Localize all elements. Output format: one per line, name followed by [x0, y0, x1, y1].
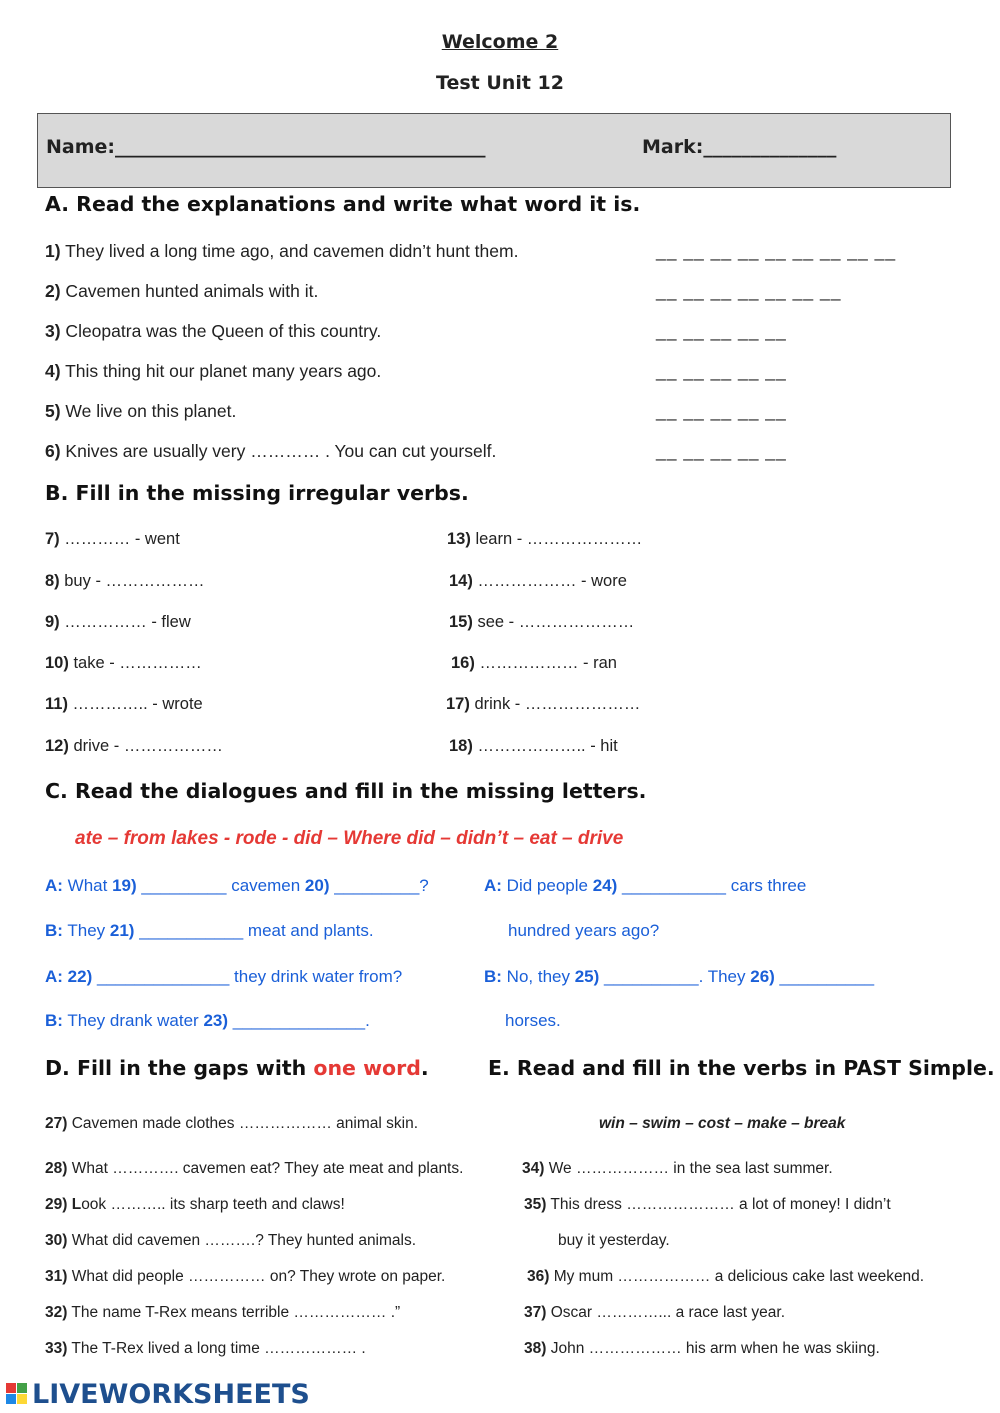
verb-item-18[interactable]: 18) ……………….. - hit — [449, 737, 618, 755]
verb-item-7[interactable]: 7) ………… - went — [45, 530, 180, 548]
verb-gap-35[interactable]: 35) This dress ………………… a lot of money! I didn’t — [524, 1196, 891, 1213]
question-6: 6) Knives are usually very ………… . You can cut yourself. — [45, 441, 497, 461]
dialogue-line: horses. — [505, 1011, 561, 1030]
dialogue-line: hundred years ago? — [508, 921, 660, 940]
liveworksheets-logo — [6, 1378, 310, 1410]
verb-item-16[interactable]: 16) ……………… - ran — [451, 654, 617, 672]
gap-item-31[interactable]: 31) What did people …………… on? They wrote on paper. — [45, 1268, 446, 1285]
gap-item-32[interactable]: 32) The name T-Rex means terrible ……………… .” — [45, 1304, 401, 1321]
logo-text: LIVEWORKSHEETS — [32, 1378, 310, 1410]
section-c-heading: C. Read the dialogues and fill in the missing letters. — [45, 779, 647, 803]
verb-item-8[interactable]: 8) buy - ……………… — [45, 572, 205, 590]
verb-gap-37[interactable]: 37) Oscar …………... a race last year. — [524, 1304, 785, 1321]
question-1: 1) They lived a long time ago, and cavemen didn’t hunt them. — [45, 241, 519, 261]
section-a-heading: A. Read the explanations and write what word it is. — [45, 192, 641, 216]
verb-gap-36[interactable]: 36) My mum ……………… a delicious cake last weekend. — [527, 1268, 925, 1285]
verb-gap-34[interactable]: 34) We ……………… in the sea last summer. — [522, 1160, 833, 1177]
logo-blocks-icon — [6, 1381, 28, 1407]
verb-gap-35-continued: buy it yesterday. — [558, 1232, 670, 1249]
name-field[interactable]: Name:_______________________________________ — [46, 136, 486, 158]
answer-blank-2[interactable]: __ __ __ __ __ __ __ — [656, 281, 842, 301]
section-e-heading: E. Read and fill in the verbs in PAST Simple. — [488, 1056, 995, 1080]
section-b-heading: B. Fill in the missing irregular verbs. — [45, 481, 469, 505]
answer-blank-6[interactable]: __ __ __ __ __ — [656, 441, 787, 461]
dialogue-line[interactable]: B: They 21) ___________ meat and plants. — [45, 921, 374, 940]
worksheet-subtitle: Test Unit 12 — [436, 72, 564, 94]
verb-item-11[interactable]: 11) ………….. - wrote — [45, 695, 203, 713]
verb-item-17[interactable]: 17) drink - ………………… — [446, 695, 641, 713]
gap-item-29[interactable]: 29) Look ……….. its sharp teeth and claws! — [45, 1196, 345, 1213]
verb-item-9[interactable]: 9) …………… - flew — [45, 613, 191, 631]
verb-gap-38[interactable]: 38) John ……………… his arm when he was skiing. — [524, 1340, 880, 1357]
gap-item-27[interactable]: 27) Cavemen made clothes ……………… animal skin. — [45, 1115, 418, 1132]
answer-blank-3[interactable]: __ __ __ __ __ — [656, 321, 787, 341]
gap-item-33[interactable]: 33) The T-Rex lived a long time ……………… . — [45, 1340, 366, 1357]
worksheet-title: Welcome 2 — [441, 31, 559, 53]
answer-blank-4[interactable]: __ __ __ __ __ — [656, 361, 787, 381]
dialogue-line[interactable]: A: 22) ______________ they drink water from? — [45, 967, 403, 986]
verb-item-15[interactable]: 15) see - ………………… — [449, 613, 635, 631]
verb-item-13[interactable]: 13) learn - ………………… — [447, 530, 643, 548]
question-3: 3) Cleopatra was the Queen of this country. — [45, 321, 382, 341]
dialogue-line[interactable]: B: No, they 25) __________. They 26) __________ — [484, 967, 875, 986]
question-4: 4) This thing hit our planet many years ago. — [45, 361, 382, 381]
verb-item-12[interactable]: 12) drive - ……………… — [45, 737, 223, 755]
name-mark-box — [37, 113, 951, 188]
answer-blank-5[interactable]: __ __ __ __ __ — [656, 401, 787, 421]
verb-item-10[interactable]: 10) take - …………… — [45, 654, 202, 672]
section-d-heading: D. Fill in the gaps with one word. — [45, 1056, 429, 1080]
question-2: 2) Cavemen hunted animals with it. — [45, 281, 319, 301]
dialogue-line[interactable]: A: Did people 24) ___________ cars three — [484, 876, 807, 895]
verb-item-14[interactable]: 14) ……………… - wore — [449, 572, 627, 590]
answer-blank-1[interactable]: __ __ __ __ __ __ __ __ __ — [656, 241, 897, 261]
gap-item-30[interactable]: 30) What did cavemen ……….? They hunted animals. — [45, 1232, 417, 1249]
dialogue-line[interactable]: B: They drank water 23) ______________. — [45, 1011, 370, 1030]
gap-item-28[interactable]: 28) What …………. cavemen eat? They ate meat and plants. — [45, 1160, 464, 1177]
word-bank-c: ate – from lakes - rode - did – Where did – didn’t – eat – drive — [75, 828, 624, 849]
mark-field[interactable]: Mark:______________ — [642, 136, 837, 158]
dialogue-line[interactable]: A: What 19) _________ cavemen 20) _________? — [45, 876, 429, 895]
word-bank-e: win – swim – cost – make – break — [599, 1115, 846, 1132]
question-5: 5) We live on this planet. — [45, 401, 237, 421]
